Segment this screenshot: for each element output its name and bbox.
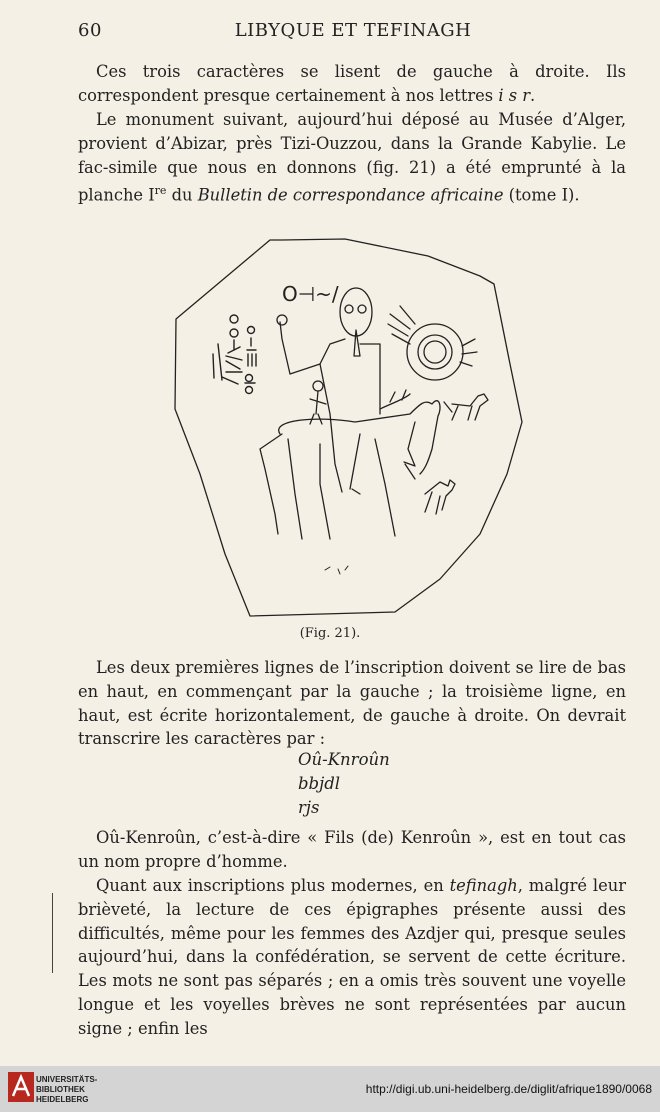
- small-animal-lower: [425, 480, 455, 514]
- library-name: UNIVERSITÄTS- BIBLIOTHEK HEIDELBERG: [36, 1075, 98, 1104]
- small-animal-right: [444, 394, 488, 420]
- margin-mark: [52, 893, 53, 973]
- running-title: LIBYQUE ET TEFINAGH: [234, 20, 472, 41]
- shield: [388, 306, 477, 380]
- small-figure: [310, 381, 326, 424]
- figure-caption: (Fig. 21).: [299, 626, 361, 641]
- stone-outline: [175, 239, 522, 616]
- inscription-top: O⊣~/: [282, 282, 339, 306]
- paragraph-2: Le monument suivant, aujourd’hui déposé au Musée d’Alger, provient d’Abizar, près Tizi-Ouzzou, dans la Grande Kabylie. Le fac-simile que nous en donnons (fig. 21) a été emprunté à la planche Ire du Bulletin de correspondance africaine (tome I).: [78, 110, 626, 205]
- figure-21-stele: [170, 234, 530, 624]
- page-number: 60: [78, 20, 102, 41]
- university-logo-icon: [8, 1072, 34, 1102]
- paragraph-5: Quant aux inscriptions plus modernes, en tefinagh, malgré leur brièveté, la lecture de ces épigraphes présente aussi des difficultés, même pour les femmes des Azdjer qui, presque seules aujourd’hui, dans la confédération, se servent de cette écriture. Les mots ne sont pas séparés ; en a omis très souvent une voyelle longue et les voyelles brèves ne sont représentées par aucun signe ; enfin les: [78, 876, 626, 1038]
- page-header: [78, 20, 628, 48]
- stone-marks: [325, 566, 348, 574]
- rider: [277, 288, 380, 492]
- paragraph-4: Oû-Kenroûn, c’est-à-dire « Fils (de) Kenroûn », est en tout cas un nom propre d’homme.: [78, 828, 626, 871]
- transliteration-line-1: Oû-Knroûn: [298, 750, 390, 769]
- transliteration-line-2: bbjdl: [298, 774, 341, 793]
- horse: [260, 390, 440, 539]
- page-url-link[interactable]: http://digi.ub.uni-heidelberg.de/diglit/afrique1890/0068: [365, 1082, 652, 1096]
- paragraph-1: Ces trois caractères se lisent de gauche à droite. Ils correspondent presque certainement à nos lettres i s r.: [78, 62, 626, 105]
- inscription-vertical: [213, 315, 256, 394]
- viewer-footer: [0, 1066, 660, 1112]
- transliteration-line-3: rjs: [298, 798, 320, 817]
- paragraph-3: Les deux premières lignes de l’inscription doivent se lire de bas en haut, en commençant par la gauche ; la troisième ligne, en haut, est écrite horizontalement, de gauche à droite. On devrait transcrire les caractères par :: [78, 658, 626, 749]
